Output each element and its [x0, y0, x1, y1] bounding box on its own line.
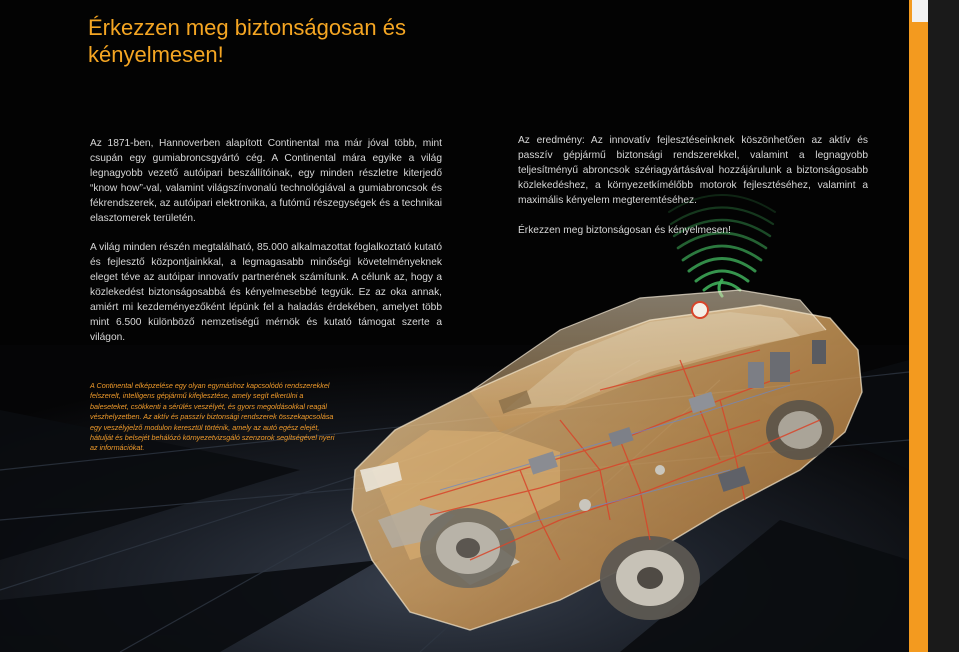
result-paragraph: Az eredmény: Az innovatív fejlesztéseinknek köszönhetően az aktív és passzív gépjármű biztonsági rendszerekkel, valamint a legnagyobb teljesítményű abroncsok szériagyártásával hozzájárulunk a biztonságosabb közlekedéshez, a környezetkímélőbb motorok fejlesztéséhez, valamint a maximális kényelem megteremtéséhez. [518, 135, 868, 206]
page-title [88, 14, 488, 68]
left-text-column [90, 136, 442, 345]
right-text-column [518, 133, 868, 238]
intro-paragraph: Az 1871-ben, Hannoverben alapított Continental ma már jóval több, mint csupán egy gumiabroncsgyártó cég. A Continental mára egyike a világ legnagyobb vezető autóipari beszállítóinak, egy minden részletre kiterjedő “know how”-val, valamint világszínvonalú technológiával a gumiabroncsok és fékrendszerek, az autóipari elektronika, a futómű részegységek és a technikai elasztomerek területén. [90, 138, 442, 224]
illustration-caption: A Continental elképzelése egy olyan egymáshoz kapcsolódó rendszerekkel felszerelt, intelligens gépjármű kifejlesztése, amely segít elkerülni a baleseteket, csökkenti a sérülés veszélyét, és gyors megoldásokkal reagál vészhelyzetben. Az aktív és passzív biztonsági rendszerek összekapcsolása egy veszélyjelző modulon keresztül történik, amely az autó egész elejét, hátulját és belsejét behálózó környezetvizsgáló szenzorok segítségével nyeri az információkat. [90, 381, 335, 453]
slogan-paragraph: Érkezzen meg biztonságosan és kényelmesen! [518, 225, 731, 236]
side-band [928, 0, 959, 652]
company-paragraph: A világ minden részén megtalálható, 85.000 alkalmazottat foglalkoztató kutató és fejlesztő központjainkkal, a legmagasabb minőségi követelményeknek eleget téve az autóipar innovatív partnerének számítunk. A célunk az, hogy a közlekedést biztonságosabbá és kényelmesebbé tegyük. Ez az oka annak, amiért mi kezdeményezőként lépünk fel a haladás érdekében, amelyet több mint 6.500 különböző nemzetiségű mérnök és kutató támogat szerte a világon. [90, 242, 442, 343]
accent-stripe [909, 0, 928, 652]
corner-block [912, 0, 928, 22]
title-line-1: Érkezzen meg biztonságosan és [88, 15, 406, 40]
title-line-2: kényelmesen! [88, 42, 224, 67]
